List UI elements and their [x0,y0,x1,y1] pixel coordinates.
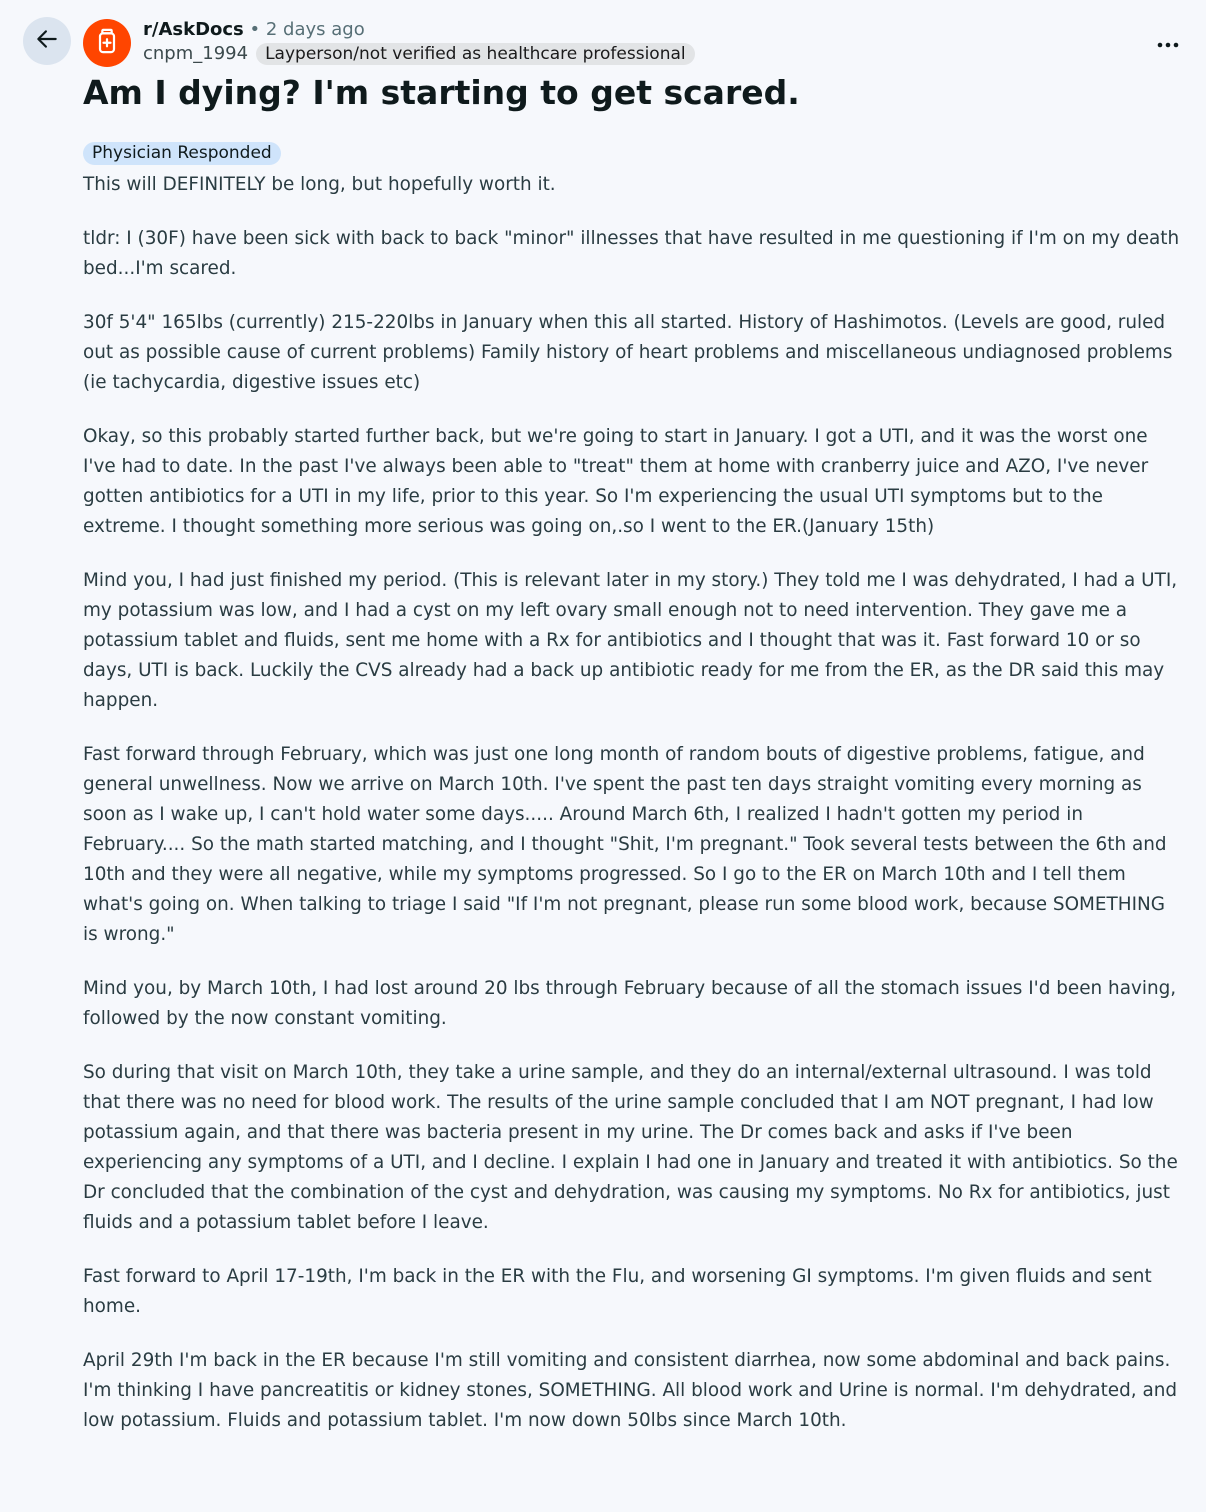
body-paragraph: This will DEFINITELY be long, but hopefully worth it. [83,174,556,195]
body-paragraph: Mind you, by March 10th, I had lost around 20 lbs through February because of all the stomach issues I'd been having, followed by the now constant vomiting. [83,978,1177,1029]
body-paragraph: April 29th I'm back in the ER because I'm still vomiting and consistent diarrhea, now some abdominal and back pains. I'm thinking I have pancreatitis or kidney stones, SOMETHING. All blood work and Urine is normal. I'm dehydrated, and low potassium. Fluids and potassium tablet. I'm now down 50lbs since March 10th. [83,1350,1178,1431]
body-paragraph: tldr: I (30F) have been sick with back to back "minor" illnesses that have resulted in me questioning if I'm on my death bed...I'm scared. [83,228,1180,279]
arrow-left-icon [34,26,60,56]
post-meta [143,18,365,42]
author-username[interactable]: cnpm_1994 [143,43,249,64]
more-options-button[interactable] [1150,30,1186,54]
post-body [83,170,1185,1460]
author-line [143,42,695,66]
body-paragraph: Mind you, I had just finished my period. (This is relevant later in my story.) They told me I was dehydrated, I had a UTI, my potassium was low, and I had a cyst on my left ovary small enough not to need intervention. They gave me a potassium tablet and fluids, sent me home with a Rx for antibiotics and I thought that was it. Fast forward 10 or so days, UTI is back. Luckily the CVS already had a back up antibiotic ready for me from the ER, as the DR said this may happen. [83,570,1178,711]
subreddit-name[interactable]: r/AskDocs [143,19,244,40]
user-flair: Layperson/not verified as healthcare professional [256,43,695,65]
more-horizontal-icon [1157,33,1179,52]
body-paragraph: So during that visit on March 10th, they take a urine sample, and they do an internal/external ultrasound. I was told that there was no need for blood work. The results of the urine sample concluded that I am NOT pregnant, I had low potassium again, and that there was bacteria present in my urine. The Dr comes back and asks if I've been experiencing any symptoms of a UTI, and I decline. I explain I had one in January and treated it with antibiotics. So the Dr concluded that the combination of the cyst and dehydration, was causing my symptoms. No Rx for antibiotics, just fluids and a potassium tablet before I leave. [83,1062,1178,1233]
post-title: Am I dying? I'm starting to get scared. [83,73,800,112]
back-button[interactable] [23,17,71,65]
subreddit-avatar[interactable] [83,19,131,67]
body-paragraph: Fast forward through February, which was just one long month of random bouts of digestive problems, fatigue, and general unwellness. Now we arrive on March 10th. I've spent the past ten days straight vomiting every morning as soon as I wake up, I can't hold water some days..... Around March 6th, I realized I hadn't gotten my period in February.... So the math started matching, and I thought "Shit, I'm pregnant." Took several tests between the 6th and 10th and they were all negative, while my symptoms progressed. So I go to the ER on March 10th and I tell them what's going on. When talking to triage I said "If I'm not pregnant, please run some blood work, because SOMETHING is wrong." [83,744,1167,945]
meta-separator: • [249,19,261,40]
body-paragraph: 30f 5'4" 165lbs (currently) 215-220lbs in January when this all started. History of Hashimotos. (Levels are good, ruled out as possible cause of current problems) Family history of heart problems and miscellaneous undiagnosed problems (ie tachycardia, digestive issues etc) [83,312,1173,393]
post-timestamp: 2 days ago [265,19,365,40]
body-paragraph: Okay, so this probably started further back, but we're going to start in January. I got a UTI, and it was the worst one I've had to date. In the past I've always been able to "treat" them at home with cranberry juice and AZO, I've never gotten antibiotics for a UTI in my life, prior to this year. So I'm experiencing the usual UTI symptoms but to the extreme. I thought something more serious was going on,.so I went to the ER.(January 15th) [83,426,1149,537]
post-flair[interactable]: Physician Responded [83,142,281,165]
medical-bottle-icon [93,27,121,59]
body-paragraph: Fast forward to April 17-19th, I'm back in the ER with the Flu, and worsening GI symptoms. I'm given fluids and sent home. [83,1266,1152,1317]
